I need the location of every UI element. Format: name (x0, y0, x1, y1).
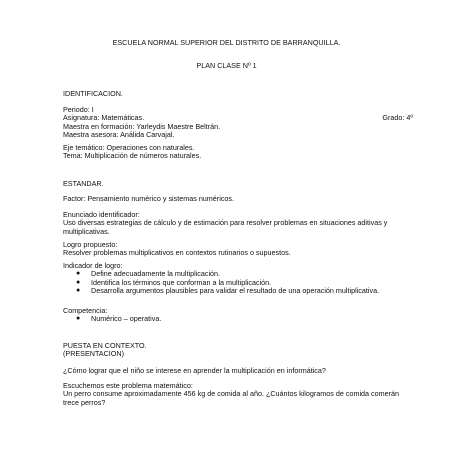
competencia-block (63, 307, 413, 324)
periodo: Periodo: I (63, 105, 94, 114)
logro-text: Resolver problemas multiplicativos en contextos rutinarios o supuestos. (63, 248, 291, 258)
bullet-icon: ● (76, 287, 81, 295)
puesta-subheading: (PRESENTACION) (63, 349, 124, 359)
problema-text: Un perro consume aproximadamente 456 kg de comida al año. ¿Cuántos kilogramos de comida comerán trece perros? (63, 389, 399, 407)
puesta-question: ¿Cómo lograr que el niño se interese en aprender la multiplicación en informática? (63, 366, 326, 375)
logro-block (63, 241, 413, 258)
list-item: ● Desarrolla argumentos plausibles para validar el resultado de una operación multiplicativa. (76, 286, 380, 296)
factor: Factor: Pensamiento numérico y sistemas numéricos. (63, 194, 234, 203)
enunciado-label: Enunciado identificador: (63, 210, 140, 219)
indicador-list (63, 270, 383, 295)
bullet-icon: ● (76, 278, 81, 286)
tema: Tema: Multiplicación de números naturales. (63, 151, 202, 161)
grado: Grado: 4º (382, 113, 413, 123)
indicador-block (63, 262, 413, 296)
list-item: ● Define adecuadamente la multiplicación. (76, 269, 221, 279)
bullet-icon: ● (76, 270, 81, 278)
identificacion-heading: IDENTIFICACION. (63, 89, 123, 98)
estandar-heading: ESTANDAR. (63, 179, 104, 188)
bullet-icon: ● (76, 315, 81, 323)
eje-block (63, 144, 413, 161)
enunciado-text: Uso diversas estrategias de cálculo y de estimación para resolver problemas en situaciones aditivas y multiplicativas. (63, 218, 388, 236)
puesta-block (63, 342, 413, 359)
competencia-list (63, 315, 413, 323)
competencia-label: Competencia: (63, 306, 108, 315)
enunciado-block (63, 211, 413, 236)
asignatura: Asignatura: Matemáticas. (63, 113, 145, 123)
identificacion-block (63, 106, 413, 140)
eje-tematico: Eje temático: Operaciones con naturales. (63, 143, 195, 152)
list-item: ● Identifica los términos que conforman a la multiplicación. (76, 277, 272, 287)
maestra-asesora: Maestra asesora: Análida Carvajal. (63, 130, 175, 140)
list-item: ● Numérico – operativa. (76, 314, 162, 324)
school-title: ESCUELA NORMAL SUPERIOR DEL DISTRITO DE BARRANQUILLA. (112, 38, 341, 47)
indicador-label: Indicador de logro: (63, 261, 123, 270)
maestra-formacion: Maestra en formación: Yarleydis Maestre Beltrán. (63, 121, 221, 131)
puesta-heading: PUESTA EN CONTEXTO. (63, 341, 147, 350)
logro-label: Logro propuesto: (63, 240, 118, 249)
problema-block (63, 382, 413, 407)
plan-title: PLAN CLASE Nº 1 (196, 61, 257, 70)
problema-label: Escuchemos este problema matemático: (63, 381, 193, 390)
